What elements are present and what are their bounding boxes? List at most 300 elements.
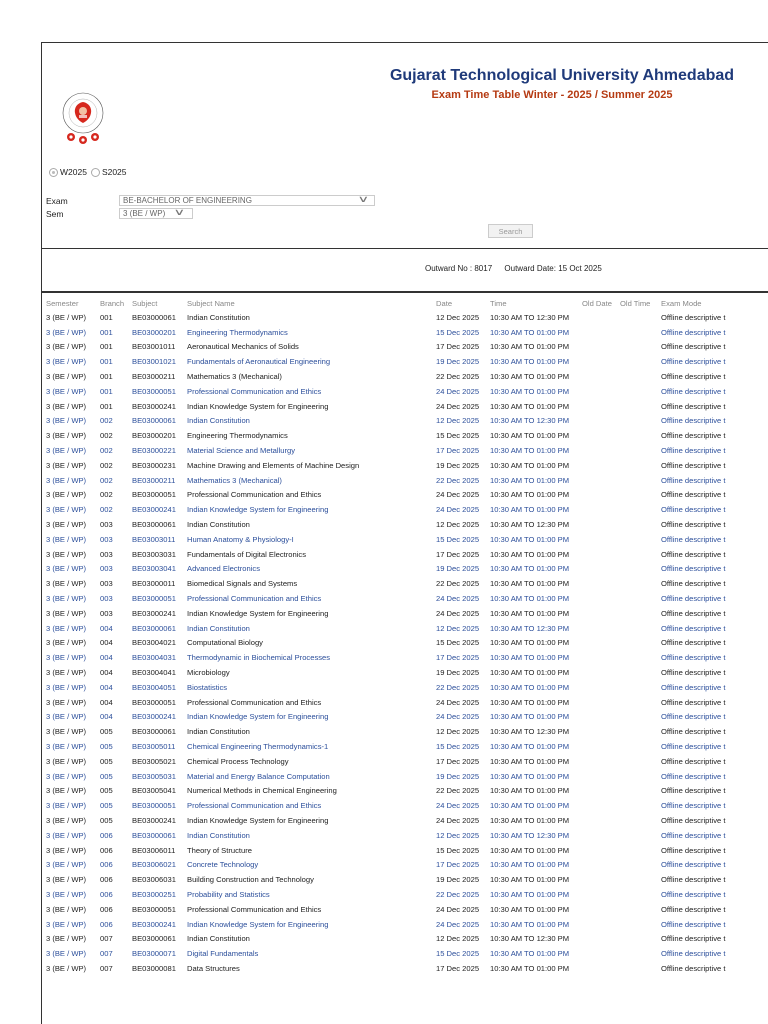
cell-exam-mode: Offline descriptive t bbox=[661, 520, 726, 530]
cell-time: 10:30 AM TO 01:00 PM bbox=[490, 460, 570, 470]
cell-old-date bbox=[582, 399, 620, 414]
col-subject-name: Subject Name bbox=[187, 298, 235, 308]
cell-subject-name: Computational Biology bbox=[187, 638, 263, 648]
cell-subject: BE03000201 bbox=[132, 327, 176, 337]
cell-subject-name: Theory of Structure bbox=[187, 845, 252, 855]
cell-subject: BE03004021 bbox=[132, 638, 176, 648]
cell-old-date bbox=[582, 843, 620, 858]
radio-s2025-circle[interactable] bbox=[91, 168, 100, 177]
cell-subject-name: Numerical Methods in Chemical Engineering bbox=[187, 786, 337, 796]
outward-date: Outward Date: 15 Oct 2025 bbox=[504, 264, 602, 273]
cell-old-date bbox=[582, 310, 620, 325]
cell-exam-mode: Offline descriptive t bbox=[661, 742, 726, 751]
cell-old-date bbox=[582, 784, 620, 799]
cell-subject-name: Machine Drawing and Elements of Machine Design bbox=[187, 460, 360, 470]
cell-old-date bbox=[582, 857, 620, 872]
cell-exam-mode: Offline descriptive t bbox=[661, 830, 726, 840]
cell-old-time bbox=[620, 517, 661, 532]
cell-old-date bbox=[582, 325, 620, 340]
radio-w2025[interactable] bbox=[49, 167, 87, 177]
cell-subject-name: Indian Constitution bbox=[187, 623, 250, 633]
cell-subject-name: Indian Knowledge System for Engineering bbox=[187, 505, 329, 515]
exam-select[interactable] bbox=[119, 195, 375, 206]
radio-s2025[interactable] bbox=[91, 167, 127, 177]
cell-time: 10:30 AM TO 01:00 PM bbox=[490, 845, 570, 855]
cell-exam-mode: Offline descriptive t bbox=[661, 727, 726, 737]
cell-exam-mode: Offline descriptive t bbox=[661, 534, 726, 544]
cell-date: 17 Dec 2025 bbox=[436, 549, 480, 559]
table-row bbox=[46, 340, 768, 355]
cell-subject-name: Professional Communication and Ethics bbox=[187, 697, 322, 707]
cell-date: 17 Dec 2025 bbox=[436, 860, 480, 870]
university-title: Gujarat Technological University Ahmedabad bbox=[389, 67, 735, 84]
cell-old-date bbox=[582, 902, 620, 917]
cell-semester: 3 (BE / WP) bbox=[46, 742, 87, 751]
cell-subject: BE03005031 bbox=[132, 771, 176, 781]
cell-branch: 007 bbox=[100, 963, 113, 973]
cell-exam-mode: Offline descriptive t bbox=[661, 668, 726, 678]
cell-subject: BE03006011 bbox=[132, 845, 176, 855]
table-row bbox=[46, 961, 768, 976]
cell-exam-mode: Offline descriptive t bbox=[661, 919, 726, 929]
cell-semester: 3 (BE / WP) bbox=[46, 771, 87, 781]
cell-time: 10:30 AM TO 01:00 PM bbox=[490, 682, 570, 692]
cell-old-time bbox=[620, 798, 661, 813]
cell-time: 10:30 AM TO 12:30 PM bbox=[490, 727, 570, 737]
cell-time: 10:30 AM TO 01:00 PM bbox=[490, 742, 570, 751]
cell-date: 12 Dec 2025 bbox=[436, 727, 480, 737]
cell-old-date bbox=[582, 798, 620, 813]
cell-old-date bbox=[582, 428, 620, 443]
cell-exam-mode: Offline descriptive t bbox=[661, 889, 726, 899]
search-button[interactable]: Search bbox=[488, 224, 533, 238]
cell-old-time bbox=[620, 502, 661, 517]
cell-old-time bbox=[620, 813, 661, 828]
cell-semester: 3 (BE / WP) bbox=[46, 372, 87, 382]
cell-time: 10:30 AM TO 01:00 PM bbox=[490, 653, 570, 663]
cell-old-time bbox=[620, 547, 661, 562]
cell-branch: 002 bbox=[100, 475, 113, 485]
cell-branch: 003 bbox=[100, 564, 113, 574]
cell-semester: 3 (BE / WP) bbox=[46, 801, 87, 811]
cell-exam-mode: Offline descriptive t bbox=[661, 490, 726, 500]
cell-subject-name: Mathematics 3 (Mechanical) bbox=[187, 372, 282, 382]
cell-date: 24 Dec 2025 bbox=[436, 490, 480, 500]
cell-subject: BE03000051 bbox=[132, 594, 176, 604]
cell-old-time bbox=[620, 562, 661, 577]
cell-exam-mode: Offline descriptive t bbox=[661, 416, 726, 426]
cell-subject-name: Building Construction and Technology bbox=[187, 875, 314, 885]
cell-exam-mode: Offline descriptive t bbox=[661, 771, 726, 781]
cell-old-time bbox=[620, 591, 661, 606]
cell-subject: BE03000241 bbox=[132, 712, 176, 722]
cell-exam-mode: Offline descriptive t bbox=[661, 475, 726, 485]
sem-select[interactable] bbox=[119, 208, 193, 219]
cell-subject: BE03000251 bbox=[132, 889, 176, 899]
cell-semester: 3 (BE / WP) bbox=[46, 594, 87, 604]
cell-semester: 3 (BE / WP) bbox=[46, 963, 87, 973]
cell-branch: 006 bbox=[100, 830, 113, 840]
cell-subject-name: Professional Communication and Ethics bbox=[187, 801, 322, 811]
cell-old-date bbox=[582, 443, 620, 458]
cell-subject-name: Biomedical Signals and Systems bbox=[187, 579, 298, 589]
cell-old-time bbox=[620, 621, 661, 636]
cell-date: 19 Dec 2025 bbox=[436, 460, 480, 470]
cell-subject: BE03000061 bbox=[132, 520, 176, 530]
cell-old-date bbox=[582, 680, 620, 695]
cell-branch: 003 bbox=[100, 549, 113, 559]
cell-subject: BE03004041 bbox=[132, 668, 176, 678]
cell-old-time bbox=[620, 843, 661, 858]
cell-date: 17 Dec 2025 bbox=[436, 756, 480, 766]
cell-semester: 3 (BE / WP) bbox=[46, 682, 87, 692]
cell-time: 10:30 AM TO 01:00 PM bbox=[490, 756, 570, 766]
cell-subject: BE03000061 bbox=[132, 312, 176, 322]
cell-old-time bbox=[620, 369, 661, 384]
table-row bbox=[46, 843, 768, 858]
cell-exam-mode: Offline descriptive t bbox=[661, 712, 726, 722]
table-row bbox=[46, 369, 768, 384]
cell-subject: BE03000221 bbox=[132, 446, 176, 456]
cell-branch: 005 bbox=[100, 801, 113, 811]
cell-semester: 3 (BE / WP) bbox=[46, 520, 87, 530]
cell-date: 19 Dec 2025 bbox=[436, 668, 480, 678]
cell-semester: 3 (BE / WP) bbox=[46, 357, 87, 367]
cell-date: 24 Dec 2025 bbox=[436, 801, 480, 811]
cell-old-time bbox=[620, 872, 661, 887]
table-row bbox=[46, 354, 768, 369]
cell-subject-name: Digital Fundamentals bbox=[187, 949, 259, 959]
cell-old-date bbox=[582, 650, 620, 665]
cell-date: 12 Dec 2025 bbox=[436, 830, 480, 840]
table-top-border bbox=[42, 291, 768, 293]
cell-semester: 3 (BE / WP) bbox=[46, 416, 87, 426]
table-row bbox=[46, 488, 768, 503]
cell-time: 10:30 AM TO 01:00 PM bbox=[490, 771, 570, 781]
cell-date: 19 Dec 2025 bbox=[436, 564, 480, 574]
cell-date: 24 Dec 2025 bbox=[436, 608, 480, 618]
cell-branch: 001 bbox=[100, 401, 113, 411]
cell-subject-name: Indian Constitution bbox=[187, 727, 250, 737]
cell-old-time bbox=[620, 606, 661, 621]
cell-branch: 006 bbox=[100, 919, 113, 929]
cell-old-date bbox=[582, 532, 620, 547]
cell-subject-name: Indian Knowledge System for Engineering bbox=[187, 712, 329, 722]
cell-semester: 3 (BE / WP) bbox=[46, 668, 87, 678]
cell-old-date bbox=[582, 636, 620, 651]
cell-time: 10:30 AM TO 01:00 PM bbox=[490, 431, 570, 441]
cell-exam-mode: Offline descriptive t bbox=[661, 608, 726, 618]
cell-subject-name: Engineering Thermodynamics bbox=[187, 431, 288, 441]
col-subject: Subject bbox=[132, 298, 158, 308]
cell-branch: 006 bbox=[100, 860, 113, 870]
cell-exam-mode: Offline descriptive t bbox=[661, 594, 726, 604]
cell-branch: 007 bbox=[100, 949, 113, 959]
table-row bbox=[46, 562, 768, 577]
cell-exam-mode: Offline descriptive t bbox=[661, 801, 726, 811]
cell-subject-name: Fundamentals of Digital Electronics bbox=[187, 549, 307, 559]
cell-subject-name: Engineering Thermodynamics bbox=[187, 327, 288, 337]
cell-branch: 003 bbox=[100, 579, 113, 589]
cell-date: 24 Dec 2025 bbox=[436, 594, 480, 604]
cell-time: 10:30 AM TO 01:00 PM bbox=[490, 564, 570, 574]
cell-old-date bbox=[582, 562, 620, 577]
cell-time: 10:30 AM TO 01:00 PM bbox=[490, 549, 570, 559]
cell-time: 10:30 AM TO 01:00 PM bbox=[490, 904, 570, 914]
cell-exam-mode: Offline descriptive t bbox=[661, 786, 726, 796]
cell-old-date bbox=[582, 887, 620, 902]
cell-semester: 3 (BE / WP) bbox=[46, 786, 87, 796]
cell-exam-mode: Offline descriptive t bbox=[661, 342, 726, 352]
cell-exam-mode: Offline descriptive t bbox=[661, 860, 726, 870]
cell-subject: BE03003041 bbox=[132, 564, 176, 574]
cell-exam-mode: Offline descriptive t bbox=[661, 934, 726, 944]
cell-semester: 3 (BE / WP) bbox=[46, 830, 87, 840]
cell-old-time bbox=[620, 473, 661, 488]
cell-time: 10:30 AM TO 01:00 PM bbox=[490, 505, 570, 515]
cell-subject-name: Indian Knowledge System for Engineering bbox=[187, 401, 329, 411]
cell-time: 10:30 AM TO 01:00 PM bbox=[490, 889, 570, 899]
cell-subject-name: Professional Communication and Ethics bbox=[187, 904, 322, 914]
cell-semester: 3 (BE / WP) bbox=[46, 386, 87, 396]
cell-subject: BE03000241 bbox=[132, 401, 176, 411]
cell-subject-name: Biostatistics bbox=[187, 682, 228, 692]
table-row bbox=[46, 917, 768, 932]
cell-semester: 3 (BE / WP) bbox=[46, 490, 87, 500]
cell-old-time bbox=[620, 414, 661, 429]
cell-date: 17 Dec 2025 bbox=[436, 653, 480, 663]
cell-subject-name: Professional Communication and Ethics bbox=[187, 594, 322, 604]
cell-time: 10:30 AM TO 12:30 PM bbox=[490, 623, 570, 633]
cell-time: 10:30 AM TO 01:00 PM bbox=[490, 490, 570, 500]
cell-old-time bbox=[620, 428, 661, 443]
cell-old-date bbox=[582, 665, 620, 680]
cell-time: 10:30 AM TO 01:00 PM bbox=[490, 446, 570, 456]
table-row bbox=[46, 680, 768, 695]
cell-old-time bbox=[620, 340, 661, 355]
cell-semester: 3 (BE / WP) bbox=[46, 756, 87, 766]
cell-subject: BE03000051 bbox=[132, 386, 176, 396]
cell-branch: 004 bbox=[100, 697, 113, 707]
radio-s2025-label: S2025 bbox=[101, 167, 127, 177]
cell-old-date bbox=[582, 828, 620, 843]
cell-old-time bbox=[620, 857, 661, 872]
table-row bbox=[46, 887, 768, 902]
cell-old-time bbox=[620, 917, 661, 932]
cell-date: 24 Dec 2025 bbox=[436, 505, 480, 515]
radio-w2025-label: W2025 bbox=[60, 167, 87, 177]
cell-date: 24 Dec 2025 bbox=[436, 712, 480, 722]
cell-date: 15 Dec 2025 bbox=[436, 534, 480, 544]
cell-time: 10:30 AM TO 01:00 PM bbox=[490, 712, 570, 722]
cell-old-time bbox=[620, 665, 661, 680]
col-time: Time bbox=[490, 298, 507, 308]
cell-old-time bbox=[620, 384, 661, 399]
cell-old-date bbox=[582, 414, 620, 429]
cell-date: 15 Dec 2025 bbox=[436, 742, 480, 751]
table-row bbox=[46, 325, 768, 340]
page-subtitle: Exam Time Table Winter - 2025 / Summer 2025 bbox=[431, 89, 673, 101]
table-header-row bbox=[46, 296, 768, 310]
cell-date: 22 Dec 2025 bbox=[436, 372, 480, 382]
table-row bbox=[46, 902, 768, 917]
cell-time: 10:30 AM TO 01:00 PM bbox=[490, 342, 570, 352]
cell-date: 17 Dec 2025 bbox=[436, 963, 480, 973]
cell-exam-mode: Offline descriptive t bbox=[661, 431, 726, 441]
cell-old-date bbox=[582, 769, 620, 784]
cell-semester: 3 (BE / WP) bbox=[46, 904, 87, 914]
cell-date: 22 Dec 2025 bbox=[436, 475, 480, 485]
cell-old-date bbox=[582, 872, 620, 887]
cell-old-date bbox=[582, 502, 620, 517]
table-row bbox=[46, 547, 768, 562]
table-row bbox=[46, 502, 768, 517]
cell-old-date bbox=[582, 917, 620, 932]
cell-branch: 004 bbox=[100, 682, 113, 692]
cell-time: 10:30 AM TO 12:30 PM bbox=[490, 934, 570, 944]
cell-date: 17 Dec 2025 bbox=[436, 342, 480, 352]
cell-old-time bbox=[620, 724, 661, 739]
cell-old-date bbox=[582, 695, 620, 710]
cell-subject-name: Material and Energy Balance Computation bbox=[187, 771, 330, 781]
chevron-down-icon: ∨ bbox=[173, 207, 186, 217]
radio-w2025-circle[interactable] bbox=[49, 168, 58, 177]
cell-subject: BE03000081 bbox=[132, 963, 176, 973]
cell-time: 10:30 AM TO 01:00 PM bbox=[490, 372, 570, 382]
cell-old-time bbox=[620, 636, 661, 651]
cell-old-time bbox=[620, 887, 661, 902]
table-row bbox=[46, 576, 768, 591]
cell-branch: 001 bbox=[100, 357, 113, 367]
cell-date: 24 Dec 2025 bbox=[436, 386, 480, 396]
cell-date: 15 Dec 2025 bbox=[436, 327, 480, 337]
cell-semester: 3 (BE / WP) bbox=[46, 727, 87, 737]
cell-semester: 3 (BE / WP) bbox=[46, 889, 87, 899]
cell-exam-mode: Offline descriptive t bbox=[661, 564, 726, 574]
cell-semester: 3 (BE / WP) bbox=[46, 342, 87, 352]
cell-old-time bbox=[620, 828, 661, 843]
cell-subject: BE03000011 bbox=[132, 579, 176, 589]
cell-old-date bbox=[582, 458, 620, 473]
cell-old-date bbox=[582, 354, 620, 369]
cell-semester: 3 (BE / WP) bbox=[46, 638, 87, 648]
cell-subject-name: Chemical Process Technology bbox=[187, 756, 289, 766]
cell-branch: 003 bbox=[100, 608, 113, 618]
cell-exam-mode: Offline descriptive t bbox=[661, 549, 726, 559]
col-date: Date bbox=[436, 298, 453, 308]
cell-semester: 3 (BE / WP) bbox=[46, 949, 87, 959]
exam-select-value: BE-BACHELOR OF ENGINEERING bbox=[123, 196, 252, 205]
cell-subject-name: Indian Knowledge System for Engineering bbox=[187, 608, 329, 618]
cell-branch: 004 bbox=[100, 638, 113, 648]
cell-branch: 006 bbox=[100, 845, 113, 855]
cell-subject-name: Fundamentals of Aeronautical Engineering bbox=[187, 357, 331, 367]
chevron-down-icon: ∨ bbox=[357, 194, 370, 204]
cell-time: 10:30 AM TO 12:30 PM bbox=[490, 830, 570, 840]
cell-date: 12 Dec 2025 bbox=[436, 312, 480, 322]
cell-subject: BE03000071 bbox=[132, 949, 176, 959]
cell-subject-name: Concrete Technology bbox=[187, 860, 259, 870]
cell-subject-name: Thermodynamic in Biochemical Processes bbox=[187, 653, 331, 663]
gtu-seal-logo bbox=[55, 89, 111, 145]
cell-old-date bbox=[582, 517, 620, 532]
cell-exam-mode: Offline descriptive t bbox=[661, 505, 726, 515]
cell-time: 10:30 AM TO 01:00 PM bbox=[490, 668, 570, 678]
table-row bbox=[46, 784, 768, 799]
cell-subject-name: Indian Constitution bbox=[187, 416, 250, 426]
cell-time: 10:30 AM TO 01:00 PM bbox=[490, 594, 570, 604]
cell-semester: 3 (BE / WP) bbox=[46, 505, 87, 515]
cell-time: 10:30 AM TO 01:00 PM bbox=[490, 697, 570, 707]
cell-exam-mode: Offline descriptive t bbox=[661, 653, 726, 663]
cell-subject: BE03001021 bbox=[132, 357, 176, 367]
cell-semester: 3 (BE / WP) bbox=[46, 919, 87, 929]
cell-branch: 002 bbox=[100, 505, 113, 515]
table-row bbox=[46, 414, 768, 429]
cell-old-time bbox=[620, 310, 661, 325]
cell-exam-mode: Offline descriptive t bbox=[661, 815, 726, 825]
cell-subject: BE03000051 bbox=[132, 490, 176, 500]
cell-branch: 001 bbox=[100, 327, 113, 337]
table-row bbox=[46, 473, 768, 488]
cell-subject: BE03000231 bbox=[132, 460, 176, 470]
cell-subject-name: Human Anatomy & Physiology-I bbox=[187, 534, 294, 544]
table-row bbox=[46, 931, 768, 946]
cell-semester: 3 (BE / WP) bbox=[46, 934, 87, 944]
table-row bbox=[46, 650, 768, 665]
cell-time: 10:30 AM TO 01:00 PM bbox=[490, 815, 570, 825]
table-row bbox=[46, 946, 768, 961]
cell-subject-name: Aeronautical Mechanics of Solids bbox=[187, 342, 299, 352]
cell-old-time bbox=[620, 488, 661, 503]
cell-subject: BE03000051 bbox=[132, 697, 176, 707]
cell-subject: BE03006031 bbox=[132, 875, 176, 885]
cell-date: 22 Dec 2025 bbox=[436, 786, 480, 796]
cell-time: 10:30 AM TO 01:00 PM bbox=[490, 357, 570, 367]
cell-time: 10:30 AM TO 12:30 PM bbox=[490, 312, 570, 322]
cell-subject-name: Data Structures bbox=[187, 963, 240, 973]
cell-date: 12 Dec 2025 bbox=[436, 623, 480, 633]
sem-select-value: 3 (BE / WP) bbox=[123, 209, 166, 218]
cell-semester: 3 (BE / WP) bbox=[46, 446, 87, 456]
table-row bbox=[46, 724, 768, 739]
cell-old-date bbox=[582, 961, 620, 976]
table-row bbox=[46, 458, 768, 473]
cell-branch: 001 bbox=[100, 342, 113, 352]
cell-branch: 005 bbox=[100, 815, 113, 825]
table-row bbox=[46, 857, 768, 872]
cell-subject: BE03000051 bbox=[132, 904, 176, 914]
table-row bbox=[46, 665, 768, 680]
cell-subject: BE03000061 bbox=[132, 830, 176, 840]
cell-semester: 3 (BE / WP) bbox=[46, 653, 87, 663]
cell-semester: 3 (BE / WP) bbox=[46, 712, 87, 722]
cell-time: 10:30 AM TO 01:00 PM bbox=[490, 608, 570, 618]
cell-semester: 3 (BE / WP) bbox=[46, 312, 87, 322]
cell-subject: BE03003031 bbox=[132, 549, 176, 559]
cell-subject: BE03000211 bbox=[132, 475, 176, 485]
cell-branch: 002 bbox=[100, 460, 113, 470]
cell-exam-mode: Offline descriptive t bbox=[661, 460, 726, 470]
cell-time: 10:30 AM TO 01:00 PM bbox=[490, 475, 570, 485]
cell-time: 10:30 AM TO 01:00 PM bbox=[490, 401, 570, 411]
table-row bbox=[46, 443, 768, 458]
cell-branch: 004 bbox=[100, 712, 113, 722]
cell-branch: 003 bbox=[100, 520, 113, 530]
divider bbox=[42, 248, 768, 249]
cell-subject: BE03005041 bbox=[132, 786, 176, 796]
table-row bbox=[46, 428, 768, 443]
